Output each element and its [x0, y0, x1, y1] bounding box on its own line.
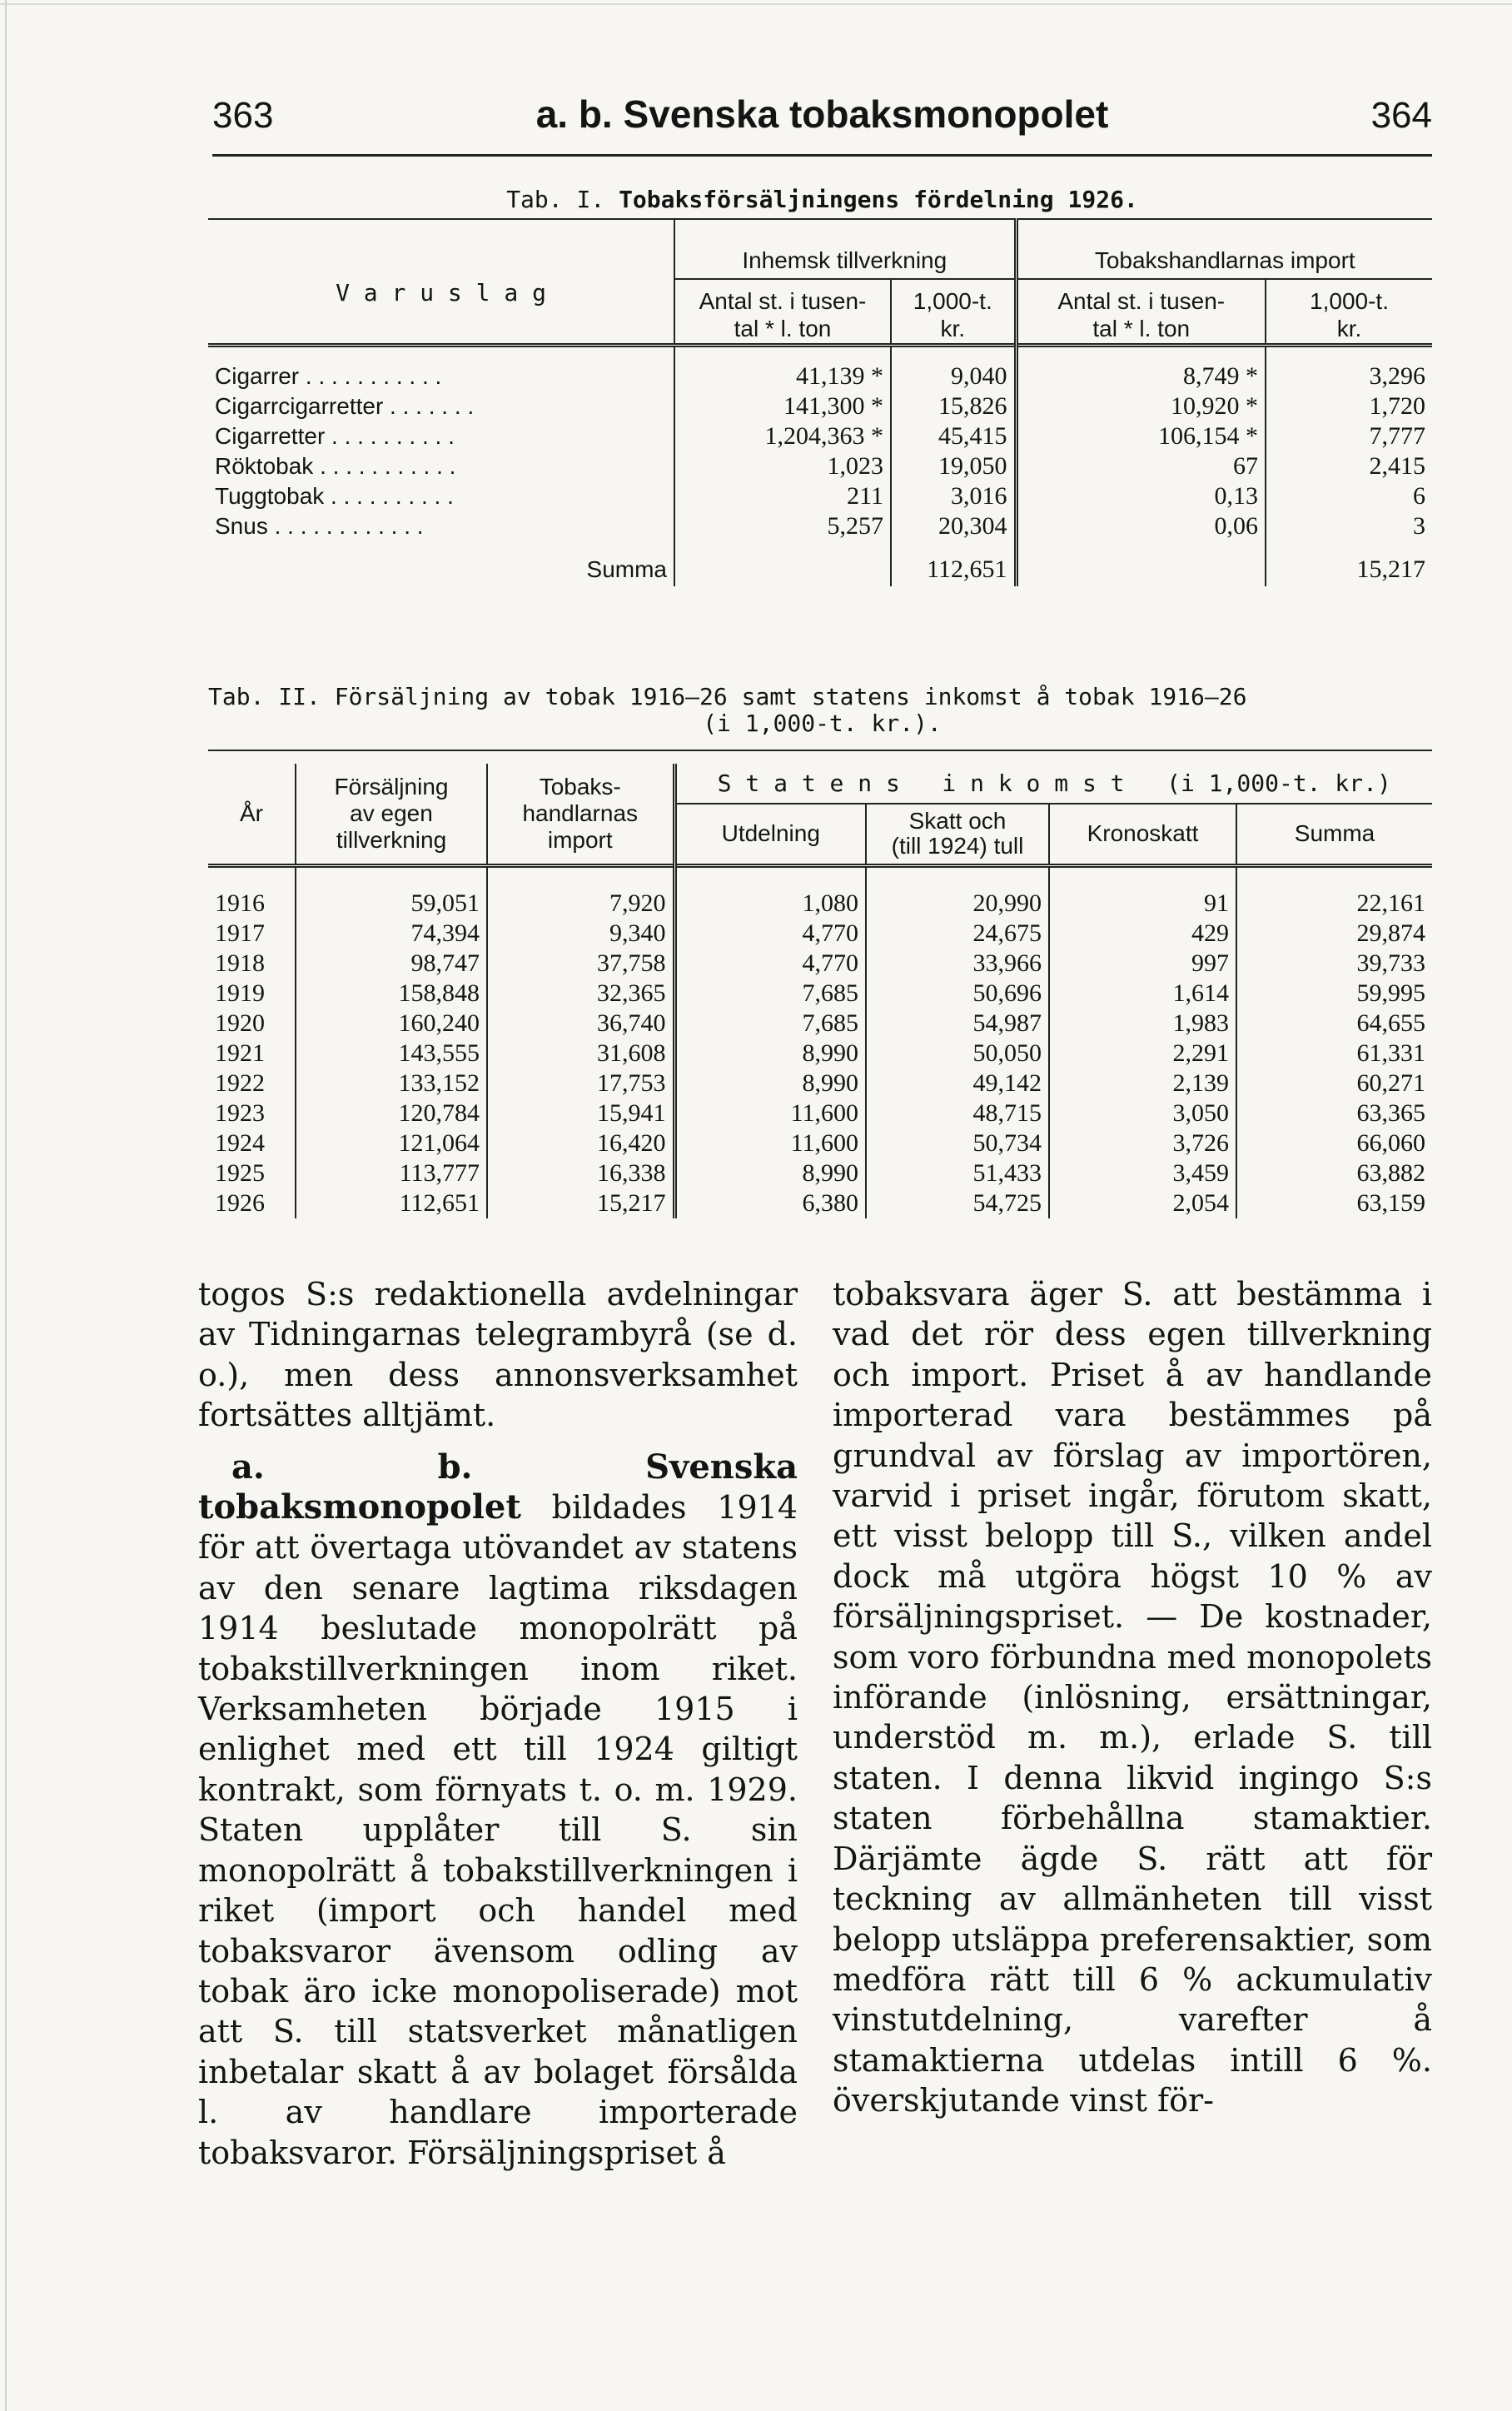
- table1-summa-label: Summa: [208, 553, 674, 586]
- table-row: [208, 451, 1432, 481]
- table1-cell: 9,040: [891, 361, 1016, 391]
- table2-cell-sales: 112,651: [296, 1188, 487, 1218]
- table2-h-skatt-1: Skatt och: [908, 808, 1007, 834]
- table2-cell-summa: 60,271: [1236, 1069, 1432, 1098]
- table1-row-name: Tuggtobak . . . . . . . . . .: [215, 483, 454, 509]
- table2-h-summa: Summa: [1236, 804, 1432, 865]
- table2-cell-utd: 4,770: [674, 919, 866, 949]
- table1-cell: 19,050: [891, 451, 1016, 481]
- table1-varuslag-header: V a r u s l a g: [336, 278, 546, 306]
- table2-cell-import: 16,420: [487, 1128, 674, 1158]
- table1-group-inhemsk: Inhemsk tillverkning: [674, 242, 1016, 279]
- table2-cell-krono: 2,054: [1049, 1188, 1236, 1218]
- table1-h-value1: 1,000-t.: [891, 279, 1016, 315]
- table1-h-antal2-unit: tal * l. ton: [1016, 315, 1266, 345]
- text-column-right: [833, 1274, 1432, 2121]
- table1-cell: 0,13: [1016, 481, 1266, 511]
- table2-cell-krono: 2,291: [1049, 1039, 1236, 1069]
- table2-cell-import: 36,740: [487, 1009, 674, 1039]
- table2-h-sales: [296, 764, 487, 865]
- table2-cell-import: 16,338: [487, 1158, 674, 1188]
- table1-cell: 1,720: [1266, 391, 1432, 421]
- table-row: [208, 421, 1432, 451]
- paragraph: [198, 1447, 798, 2173]
- table2-cell-sales: 120,784: [296, 1098, 487, 1128]
- table2-cell-krono: 3,459: [1049, 1158, 1236, 1188]
- table2-cell-import: 7,920: [487, 889, 674, 919]
- table2-body: [208, 889, 1432, 1218]
- table2-h-import: [487, 764, 674, 865]
- table1-cell: 41,139 *: [674, 361, 891, 391]
- table1-summa-v1: 112,651: [891, 553, 1016, 586]
- table1-top-rule: [208, 219, 1432, 242]
- table2-h-kronoskatt: Kronoskatt: [1049, 804, 1236, 865]
- table1-group-header: [208, 242, 1432, 279]
- running-header: [212, 88, 1432, 155]
- table1-cell: 3,016: [891, 481, 1016, 511]
- paragraph-text: bildades 1914 för att övertaga utövandet av statens av den senare lagtima riksdagen 1914 beslutade monopolrätt på tobakstillverkningen inom riket. Verksamheten började 1915 i enlighet med ett till 1924 giltigt kontrakt, som förnyats t. o. m. 1929. Staten upplåter till S. sin monopolrätt å tobakstillverkningen i riket (import och handel med tobaksvaror ävensom odling av tobak äro icke monopoliserade) mot att S. till statsverket månatligen inbetalar skatt å av bolaget försålda l. av handlare importerade tobaksvaror. Försäljningspriset å: [198, 1489, 798, 2171]
- table2-cell-year: 1924: [215, 1129, 265, 1157]
- table2-h-skatt-2: (till 1924) tull: [891, 833, 1024, 859]
- table1-caption: [212, 186, 1432, 213]
- table1-cell: 211: [674, 481, 891, 511]
- table2-h-sales-2: av egen: [350, 800, 433, 826]
- table2-cell-sales: 59,051: [296, 889, 487, 919]
- table2-cell-summa: 66,060: [1236, 1128, 1432, 1158]
- table1-cell: 1,204,363 *: [674, 421, 891, 451]
- table2-cell-utd: 7,685: [674, 1009, 866, 1039]
- table2-cell-utd: 11,600: [674, 1128, 866, 1158]
- table1-cell: 8,749 *: [1016, 361, 1266, 391]
- table2-cell-krono: 2,139: [1049, 1069, 1236, 1098]
- table-row: [208, 361, 1432, 391]
- table2-h-sales-1: Försäljning: [334, 773, 449, 800]
- table2-cell-year: 1920: [215, 1009, 265, 1037]
- table1-row-name: Snus . . . . . . . . . . . .: [215, 513, 424, 539]
- table1-summa-row: [208, 553, 1432, 586]
- table-row: [208, 1069, 1432, 1098]
- table1-h-antal2: Antal st. i tusen-: [1016, 279, 1266, 315]
- table1-h-antal1: Antal st. i tusen-: [674, 279, 891, 315]
- table1-caption-prefix: Tab. I.: [506, 186, 605, 213]
- page-top-edge: [0, 3, 1512, 5]
- table1-h-value1-unit: kr.: [891, 315, 1016, 345]
- page-edge: [5, 0, 7, 2411]
- table2-cell-year: 1923: [215, 1099, 265, 1127]
- table2-top-rule: [208, 750, 1432, 751]
- table2-cell-krono: 429: [1049, 919, 1236, 949]
- table2-cell-utd: 11,600: [674, 1098, 866, 1128]
- table1-cell: 45,415: [891, 421, 1016, 451]
- table1-h-value2-unit: kr.: [1266, 315, 1432, 345]
- table2-cell-year: 1922: [215, 1069, 265, 1097]
- table2-cell-sales: 98,747: [296, 949, 487, 979]
- table1-cell: 20,304: [891, 511, 1016, 541]
- table2-cell-sales: 133,152: [296, 1069, 487, 1098]
- table2-cell-year: 1918: [215, 949, 265, 977]
- table1-row-name: Cigarrcigarretter . . . . . . .: [215, 393, 475, 419]
- table2-cell-import: 37,758: [487, 949, 674, 979]
- table2-cell-summa: 39,733: [1236, 949, 1432, 979]
- table2-cell-skatt: 20,990: [866, 889, 1049, 919]
- table1-cell: 0,06: [1016, 511, 1266, 541]
- table2-cell-year: 1926: [215, 1189, 265, 1217]
- table-row: [208, 889, 1432, 919]
- table2-h-skatt: [866, 804, 1049, 865]
- table-row: [208, 919, 1432, 949]
- table2-cell-import: 15,941: [487, 1098, 674, 1128]
- lemma-heading: a. b. Svenska tobaksmonopolet: [198, 1447, 798, 1527]
- table2-cell-skatt: 24,675: [866, 919, 1049, 949]
- table-row: [208, 949, 1432, 979]
- table2: [208, 764, 1432, 1218]
- table1-row-name: Cigarretter . . . . . . . . . .: [215, 423, 455, 449]
- table1-cell: 7,777: [1266, 421, 1432, 451]
- table2-cell-summa: 59,995: [1236, 979, 1432, 1009]
- table1: [208, 218, 1432, 586]
- table-row: [208, 481, 1432, 511]
- table2-cell-summa: 63,365: [1236, 1098, 1432, 1128]
- table2-cell-skatt: 33,966: [866, 949, 1049, 979]
- table2-h-utdelning: Utdelning: [674, 804, 866, 865]
- table1-cell: 3: [1266, 511, 1432, 541]
- table2-cell-skatt: 50,050: [866, 1039, 1049, 1069]
- table2-h-sales-3: tillverkning: [336, 826, 447, 853]
- table-row: [208, 979, 1432, 1009]
- table2-cell-skatt: 50,696: [866, 979, 1049, 1009]
- table2-h-import-2: handlarnas: [522, 800, 639, 826]
- table1-h-antal1-unit: tal * l. ton: [674, 315, 891, 345]
- table2-cell-summa: 22,161: [1236, 889, 1432, 919]
- table2-cell-utd: 8,990: [674, 1039, 866, 1069]
- table2-cell-krono: 997: [1049, 949, 1236, 979]
- table2-cell-import: 15,217: [487, 1188, 674, 1218]
- table2-h-import-3: import: [547, 826, 613, 853]
- table-row: [208, 391, 1432, 421]
- page-number-left: 363: [212, 95, 274, 136]
- page-number-right: 364: [1370, 95, 1432, 136]
- table-row: [208, 1098, 1432, 1128]
- table1-cell: 6: [1266, 481, 1432, 511]
- table2-cell-utd: 6,380: [674, 1188, 866, 1218]
- text-column-left: [198, 1274, 798, 2173]
- table2-cell-skatt: 54,725: [866, 1188, 1049, 1218]
- table2-cell-import: 32,365: [487, 979, 674, 1009]
- table1-h-value2: 1,000-t.: [1266, 279, 1432, 315]
- table2-cell-krono: 3,050: [1049, 1098, 1236, 1128]
- table2-cell-sales: 74,394: [296, 919, 487, 949]
- table2-cell-skatt: 54,987: [866, 1009, 1049, 1039]
- table2-h-group: S t a t e n s i n k o m s t (i 1,000-t. kr.): [674, 764, 1432, 804]
- table-row: [208, 511, 1432, 541]
- table1-cell: 67: [1016, 451, 1266, 481]
- table2-cell-year: 1921: [215, 1039, 265, 1067]
- table1-cell: 5,257: [674, 511, 891, 541]
- paragraph: togos S:s redaktionella avdelningar av Tidningarnas telegrambyrå (se d. o.), men dess annonsverksamhet fortsättes alltjämt.: [198, 1276, 798, 1434]
- table2-cell-sales: 143,555: [296, 1039, 487, 1069]
- header-rule: [212, 154, 1432, 157]
- table1-cell: 141,300 *: [674, 391, 891, 421]
- table2-cell-sales: 113,777: [296, 1158, 487, 1188]
- table2-cell-summa: 63,159: [1236, 1188, 1432, 1218]
- table2-cell-summa: 63,882: [1236, 1158, 1432, 1188]
- table2-cell-sales: 121,064: [296, 1128, 487, 1158]
- table2-cell-utd: 7,685: [674, 979, 866, 1009]
- table1-summa-v2: 15,217: [1266, 553, 1432, 586]
- article-title: a. b. Svenska tobaksmonopolet: [535, 92, 1109, 136]
- table2-cell-import: 17,753: [487, 1069, 674, 1098]
- table1-cell: 10,920 *: [1016, 391, 1266, 421]
- table2-cell-sales: 158,848: [296, 979, 487, 1009]
- table2-cell-utd: 4,770: [674, 949, 866, 979]
- table-row: [208, 1009, 1432, 1039]
- table2-cell-krono: 1,614: [1049, 979, 1236, 1009]
- table2-cell-sales: 160,240: [296, 1009, 487, 1039]
- table1-row-name: Röktobak . . . . . . . . . . .: [215, 453, 456, 479]
- table2-cell-import: 31,608: [487, 1039, 674, 1069]
- table2-h-year: År: [240, 800, 263, 826]
- table2-cell-summa: 64,655: [1236, 1009, 1432, 1039]
- table1-row-name: Cigarrer . . . . . . . . . . .: [215, 363, 442, 389]
- table1-group-import: Tobakshandlarnas import: [1016, 242, 1432, 279]
- table2-h-import-1: Tobaks-: [539, 773, 621, 800]
- table1-cell: 2,415: [1266, 451, 1432, 481]
- table2-cell-utd: 8,990: [674, 1069, 866, 1098]
- table2-cell-utd: 8,990: [674, 1158, 866, 1188]
- table1-cell: 106,154 *: [1016, 421, 1266, 451]
- table2-cell-skatt: 51,433: [866, 1158, 1049, 1188]
- table1-cell: 15,826: [891, 391, 1016, 421]
- table2-cell-import: 9,340: [487, 919, 674, 949]
- table2-cell-skatt: 48,715: [866, 1098, 1049, 1128]
- table-row: [208, 1158, 1432, 1188]
- table-row: [208, 1188, 1432, 1218]
- table2-cell-skatt: 50,734: [866, 1128, 1049, 1158]
- table2-caption-line1: Tab. II. Försäljning av tobak 1916—26 samt statens inkomst å tobak 1916—26: [208, 683, 1247, 710]
- table2-cell-year: 1917: [215, 919, 265, 947]
- table2-cell-krono: 3,726: [1049, 1128, 1236, 1158]
- table2-cell-skatt: 49,142: [866, 1069, 1049, 1098]
- table-row: [208, 1128, 1432, 1158]
- table2-cell-year: 1916: [215, 889, 265, 917]
- table2-cell-year: 1919: [215, 979, 265, 1007]
- table2-caption-line2: (i 1,000-t. kr.).: [703, 710, 942, 737]
- table2-cell-summa: 61,331: [1236, 1039, 1432, 1069]
- table1-cell: 3,296: [1266, 361, 1432, 391]
- table1-cell: 1,023: [674, 451, 891, 481]
- paragraph: tobaksvara äger S. att bestämma i vad det rör dess egen tillverkning och import. Priset å av handlande importerad vara bestämmes på grundval av förslag av importören, varvid i priset ingår, förutom skatt, ett visst belopp till S., vilken andel dock må utgöra högst 10 % av försäljningspriset. — De kostnader, som voro förbundna med monopolets införande (inlösning, ersättningar, understöd m. m.), erlade S. till staten. I denna likvid ingingo S:s staten förbehållna stamaktier. Därjämte ägde S. rätt att för teckning av allmänheten till visst belopp utsläppa preferensaktier, som medföra rätt till 6 % ackumulativ vinstutdelning, varefter å stamaktierna utdelas intill 6 %. överskjutande vinst för-: [833, 1276, 1432, 2120]
- table2-cell-year: 1925: [215, 1159, 265, 1187]
- table1-caption-text: Tobaksförsäljningens fördelning 1926.: [619, 186, 1138, 213]
- table2-cell-krono: 1,983: [1049, 1009, 1236, 1039]
- table2-cell-summa: 29,874: [1236, 919, 1432, 949]
- table-row: [208, 1039, 1432, 1069]
- table2-cell-utd: 1,080: [674, 889, 866, 919]
- table2-cell-krono: 91: [1049, 889, 1236, 919]
